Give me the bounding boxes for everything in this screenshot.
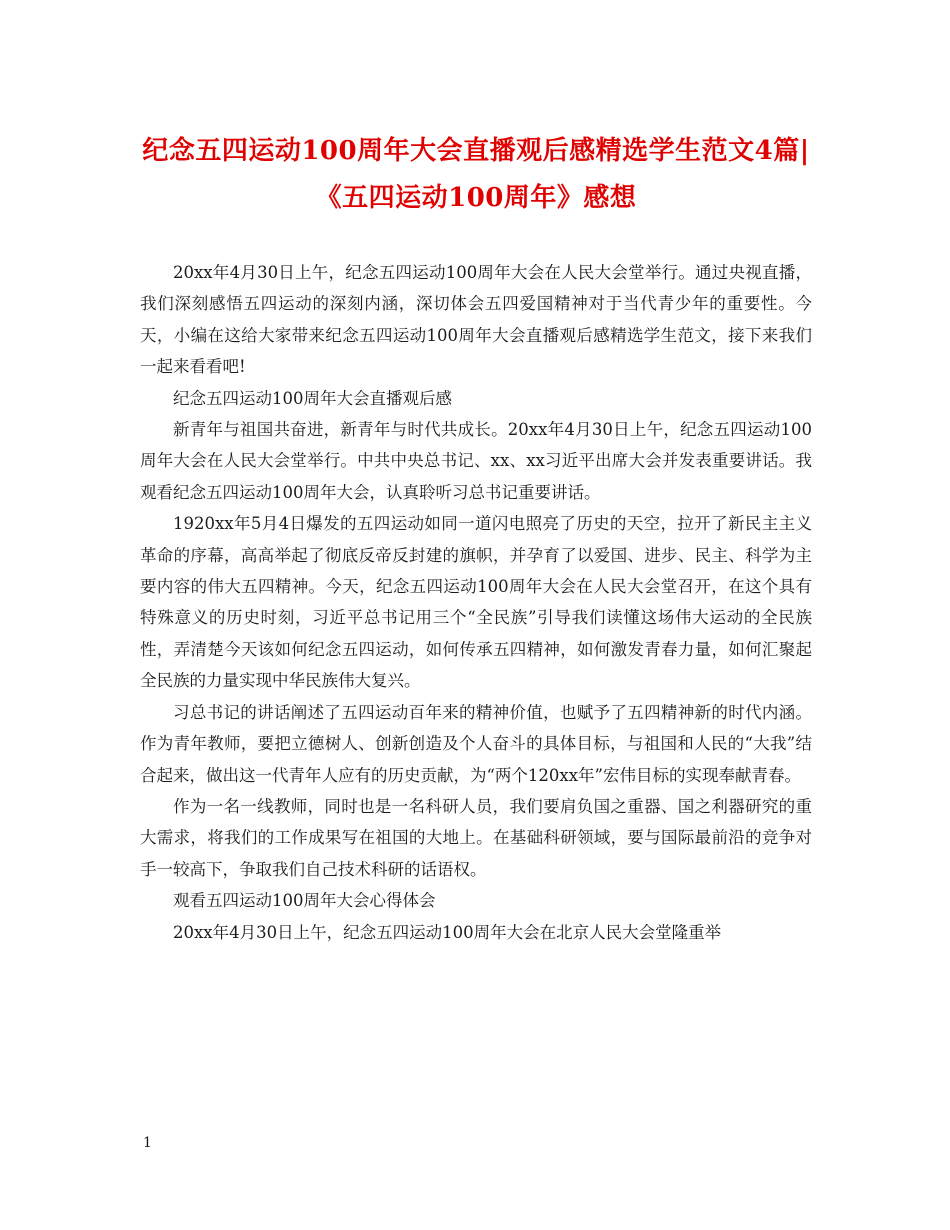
paragraph: 作为一名一线教师，同时也是一名科研人员，我们要肩负国之重器、国之利器研究的重大需求，将我们的工作成果写在祖国的大地上。在基础科研领域，要与国际最前沿的竞争对手一较高下，争取我们自己技术科研的话语权。 xyxy=(140,796,812,879)
section-heading-1: 纪念五四运动100周年大会直播观后感 xyxy=(173,388,452,408)
document-body xyxy=(140,257,812,948)
paragraph: 1920xx年5月4日爆发的五四运动如同一道闪电照亮了历史的天空，拉开了新民主主义革命的序幕，高高举起了彻底反帝反封建的旗帜，并孕育了以爱国、进步、民主、科学为主要内容的伟大五四精神。今天，纪念五四运动100周年大会在人民大会堂召开，在这个具有特殊意义的历史时刻，习近平总书记用三个“全民族”引导我们读懂这场伟大运动的全民族性，弄清楚今天该如何纪念五四运动，如何传承五四精神，如何激发青春力量，如何汇聚起全民族的力量实现中华民族伟大复兴。 xyxy=(140,514,812,691)
section-heading-2: 观看五四运动100周年大会心得体会 xyxy=(173,891,436,911)
paragraph: 新青年与祖国共奋进，新青年与时代共成长。20xx年4月30日上午，纪念五四运动100周年大会在人民大会堂举行。中共中央总书记、xx、xx习近平出席大会并发表重要讲话。我观看纪念五四运动100周年大会，认真聆听习总书记重要讲话。 xyxy=(140,420,812,502)
paragraph: 习总书记的讲话阐述了五四运动百年来的精神价值，也赋予了五四精神新的时代内涵。作为青年教师，要把立德树人、创新创造及个人奋斗的具体目标，与祖国和人民的“大我”结合起来，做出这一代青年人应有的历史贡献，为“两个120xx年”宏伟目标的实现奉献青春。 xyxy=(140,702,812,785)
paragraph: 20xx年4月30日上午，纪念五四运动100周年大会在北京人民大会堂隆重举 xyxy=(173,922,722,942)
paragraph-intro: 20xx年4月30日上午，纪念五四运动100周年大会在人民大会堂举行。通过央视直播，我们深刻感悟五四运动的深刻内涵，深切体会五四爱国精神对于当代青少年的重要性。今天，小编在这给大家带来纪念五四运动100周年大会直播观后感精选学生范文，接下来我们一起来看看吧! xyxy=(140,263,812,377)
document-title: 纪念五四运动100周年大会直播观后感精选学生范文4篇|《五四运动100周年》感想 xyxy=(142,136,810,213)
page-number: 1 xyxy=(143,1135,152,1151)
